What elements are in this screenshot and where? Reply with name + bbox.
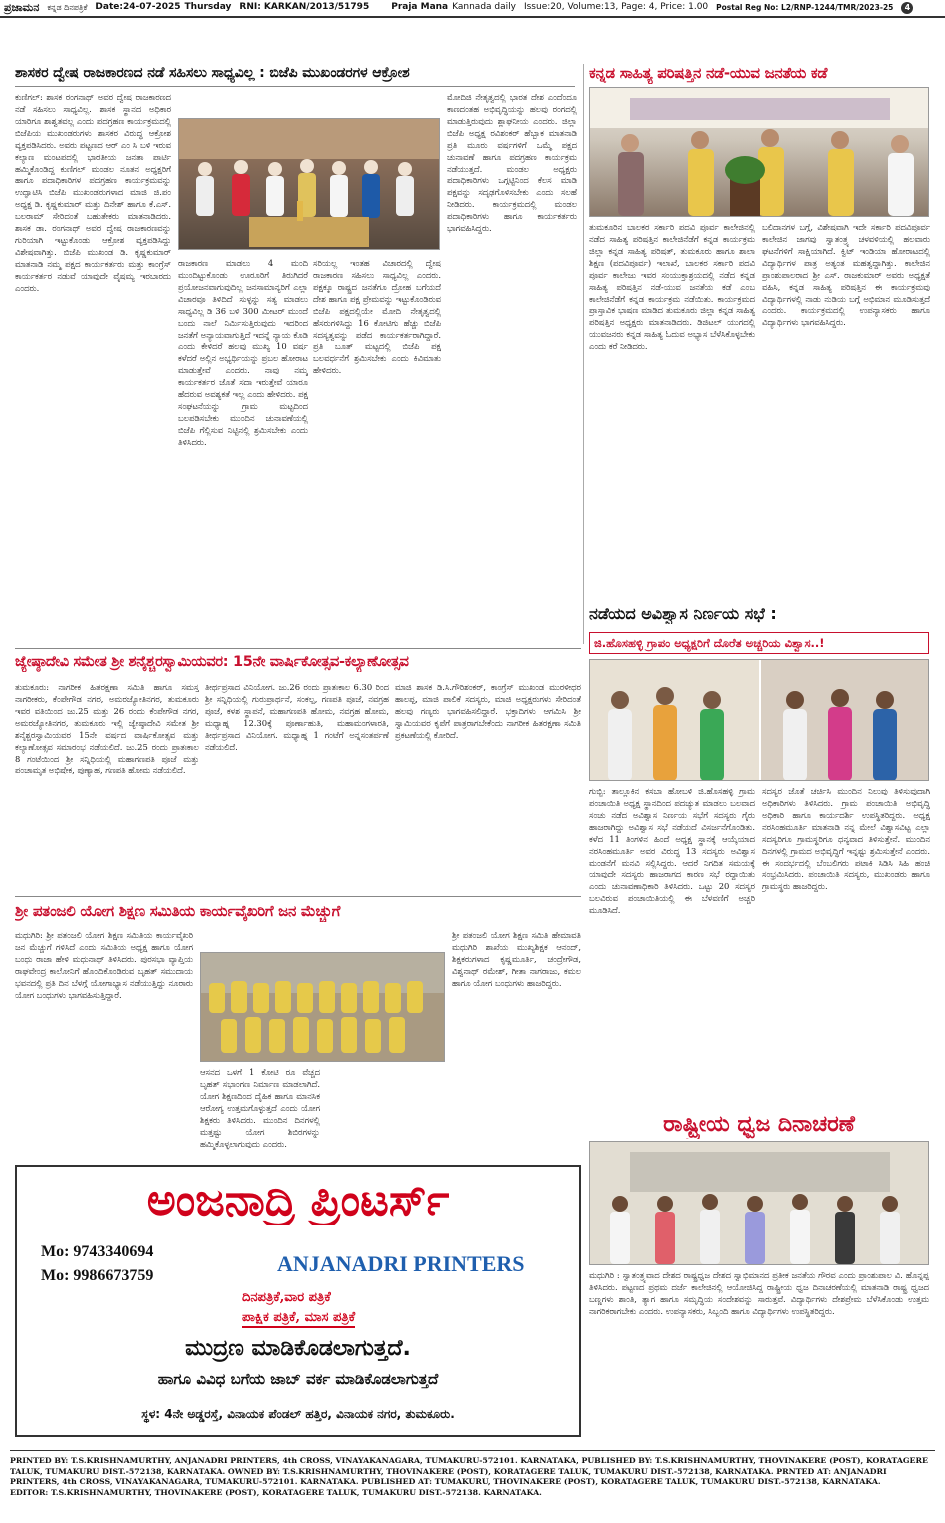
article3-col1: ಗುಬ್ಬಿ: ತಾಲ್ಲೂಕಿನ ಕಸಬಾ ಹೋಬಳಿ ಜಿ.ಹೊಸಹಳ್ಳಿ ಗ್ರಾಮ ಪಂಚಾಯಿತಿ ಅಧ್ಯಕ್ಷ ಸ್ಥಾನದಿಂದ ಪದಚ್ಯುತ ಮಾಡಲು ಬಲವಾದ ಸಂಚು ನಡೆದ ಅವಿಶ್ವಾಸ ನಿರ್ಣಯ ಸಭೆಗೆ ಸದಸ್ಯರು ಗೈರು ಹಾಜರಾಗಿದ್ದು ಅವಿಶ್ವಾಸ ಸಭೆ ನಡೆಯದೆ ವಿಸರ್ಜನೆಗೊಂಡಿತು. ಕಳೆದ 11 ತಿಂಗಳಿನ ಹಿಂದೆ ಅಧ್ಯಕ್ಷ ಸ್ಥಾನಕ್ಕೆ ಆಯ್ಕೆಯಾದ ನರಸಿಂಹಮೂರ್ತಿ ಅವರ ವಿರುದ್ಧ 13 ಸದಸ್ಯರು ಅವಿಶ್ವಾಸ ಮಂಡನೆಗೆ ಮನವಿ ಸಲ್ಲಿಸಿದ್ದರು. ಆದರೆ ನಿಗದಿತ ಸಮಯಕ್ಕೆ ಯಾವುದೇ ಸದಸ್ಯರು ಹಾಜರಾಗದ ಕಾರಣ ಸಭೆ ರದ್ದಾಯಿತು ಎಂದು ಚುನಾವಣಾಧಿಕಾರಿ ತಿಳಿಸಿದರು. ಒಟ್ಟು 20 ಸದಸ್ಯರ ಬಲವಿರುವ ಪಂಚಾಯಿತಿಯಲ್ಲಿ ಈ ಬೆಳವಣಿಗೆ ಅಚ್ಚರಿ ಮೂಡಿಸಿದೆ. [589, 786, 755, 916]
article4-col3: ಮಾಜಿ ಶಾಸಕ ಡಿ.ಸಿ.ಗೌರಿಶಂಕರ್, ಕಾಂಗ್ರೆಸ್ ಮುಖಂಡ ಮುರಳೀಧರ ಹಾಲಪ್ಪ, ಮಾಜಿ ಪಾಲಿಕೆ ಸದಸ್ಯರು, ಮಾಜಿ ಅಧ್ಯಕ್ಷರುಗಳು ಸೇರಿದಂತೆ ಹಲವು ಗಣ್ಯರು ಭಾಗವಹಿಸಲಿದ್ದಾರೆ. ಭಕ್ತಾದಿಗಳು ಆಗಮಿಸಿ ಶ್ರೀ ಸ್ವಾಮಿಯವರ ಕೃಪೆಗೆ ಪಾತ್ರರಾಗಬೇಕೆಂದು ನಾಗರೀಕ ಹಿತರಕ್ಷಣಾ ಸಮಿತಿ ಪ್ರಕಟಣೆಯಲ್ಲಿ ಕೋರಿದೆ. [395, 682, 581, 740]
kannada-sahitya-photo [589, 87, 929, 217]
article2-col1: ತುಮಕೂರಿನ ಬಾಲಕರ ಸರ್ಕಾರಿ ಪದವಿ ಪೂರ್ವ ಕಾಲೇಜಿನಲ್ಲಿ ನಡೆದ ಸಾಹಿತ್ಯ ಪರಿಷತ್ತಿನ ಕಾಲೇಜಿನೆಡೆಗೆ ಕನ್ನಡ ಕಾರ್ಯಕ್ರಮ ಜಿಲ್ಲಾ ಕನ್ನಡ ಸಾಹಿತ್ಯ ಪರಿಷತ್, ತುಮಕೂರು ಹಾಗೂ ಶಾಲಾ ಶಿಕ್ಷಣ (ಪದವಿಪೂರ್ವ) ಇಲಾಖೆ, ಬಾಲಕರ ಸರ್ಕಾರಿ ಪದವಿ ಪೂರ್ವ ಕಾಲೇಜು ಇವರ ಸಂಯುಕ್ತಾಶ್ರಯದಲ್ಲಿ ನಡೆದ ಕನ್ನಡ ಸಾಹಿತ್ಯ ಪರಿಷತ್ತಿನ ನಡೆ-ಯುವ ಜನತೆಯ ಕಡೆ ಎಂಬ ಕಾಲೇಜಿನೆಡೆಗೆ ಕನ್ನಡ ಕಾರ್ಯಕ್ರಮ ನಡೆಯಿತು. ಕಾರ್ಯಕ್ರಮದ ಪ್ರಾಸ್ತಾವಿಕ ಭಾಷಣ ಮಾಡಿದ ತುಮಕೂರು ಜಿಲ್ಲಾ ಕನ್ನಡ ಸಾಹಿತ್ಯ ಪರಿಷತ್ತಿನ ಅಧ್ಯಕ್ಷರು ಮಾತನಾಡಿದರು. ಡಿಜಿಟಲ್ ಯುಗದಲ್ಲಿ ಯುವಜನರು ಕನ್ನಡ ಸಾಹಿತ್ಯ ಓದುವ ಅಭ್ಯಾಸ ಬೆಳೆಸಿಕೊಳ್ಳಬೇಕು ಎಂದು ಕರೆ ನೀಡಿದರು. [589, 222, 755, 352]
issue-day: Thursday [184, 2, 232, 13]
masthead [0, 0, 945, 18]
paper-tagline: ಕನ್ನಡ ದಿನಪತ್ರಿಕೆ [47, 2, 88, 12]
article1-col1: ಕುಣಿಗಲ್: ಶಾಸಕ ರಂಗನಾಥ್ ಅವರ ದ್ವೇಷ ರಾಜಕಾರಣದ ನಡೆ ಸಹಿಸಲು ಸಾಧ್ಯವಿಲ್ಲ. ಶಾಸಕ ಸ್ಥಾನದ ಅಧಿಕಾರ ಯಾರಿಗೂ ಶಾಶ್ವತವಲ್ಲ ಎಂದು ಪದಗ್ರಹಣ ಕಾರ್ಯಕ್ರಮದಲ್ಲಿ ಬಿಜೆಪಿಯ ಮುಖಂಡರುಗಳು ಶಾಸಕರ ವಿರುದ್ಧ ಆಕ್ರೋಶ ವ್ಯಕ್ತಪಡಿಸಿದರು. ಅವರು ಪಟ್ಟಣದ ಆರ್ ಎಂ ಸಿ ಬಳಿ ಇರುವ ಕಲ್ಯಾಣ ಮಂಟಪದಲ್ಲಿ ಭಾರತೀಯ ಜನತಾ ಪಾರ್ಟಿ ಹಮ್ಮಿಕೊಂಡಿದ್ದ ಕುಣಿಗಲ್ ಮಂಡಲ ನೂತನ ಅಧ್ಯಕ್ಷರಿಗೆ ಹಾಗೂ ಪದಾಧಿಕಾರಿಗಳ ಪದಗ್ರಹಣ ಕಾರ್ಯಕ್ರಮವನ್ನು ಉದ್ಘಾಟಿಸಿ ಬಿಜೆಪಿ ಮುಖಂಡರುಗಳಾದ ಮಾಜಿ ಜಿ.ಪಂ ಅಧ್ಯಕ್ಷ ಡಿ. ಕೃಷ್ಣಕುಮಾರ್ ಮತ್ತು ದಿನೇಶ್ ಹಾಗೂ ಕೆ.ಎಸ್. ಬಲರಾಮ್ ಸೇರಿದಂತೆ ಬಹುತೇಕರು ಮಾತನಾಡಿದರು. ಶಾಸಕ ಡಾ. ರಂಗನಾಥ್ ಅವರ ದ್ವೇಷ ರಾಜಕಾರಣವನ್ನು ಗುರಿಯಾಗಿ ಇಟ್ಟುಕೊಂಡು ಆಕ್ರೋಶ ವ್ಯಕ್ತಪಡಿಸಿದ್ದು ವಿಶೇಷವಾಗಿತ್ತು. ಬಿಜೆಪಿ ಮುಖಂಡ ಡಿ. ಕೃಷ್ಣಕುಮಾರ್ ಮಾತನಾಡಿ ನಮ್ಮ ಪಕ್ಷದ ಕಾರ್ಯಕರ್ತರು ಮತ್ತು ಕಾಂಗ್ರೆಸ್ ಕಾರ್ಯಕರ್ತರ ನಡುವೆ ಯಾವುದೇ ವೈಷಮ್ಯ ಇರಬಾರದು ಎಂದರು. [15, 92, 171, 293]
article5-headline: ಶ್ರೀ ಪತಂಜಲಿ ಯೋಗ ಶಿಕ್ಷಣ ಸಮಿತಿಯ ಕಾರ್ಯವೈಖರಿಗೆ ಜನ ಮೆಚ್ಚುಗೆ [15, 902, 341, 920]
ad-phone1: Mo: 9743340694 [41, 1243, 154, 1260]
issue-date: Date:24-07-2025 [95, 2, 181, 13]
ad-title-kannada: ಅಂಜನಾದ್ರಿ ಪ್ರಿಂಟರ್ಸ್ [146, 1177, 450, 1226]
ad-line4: ಹಾಗೂ ವಿವಿಧ ಬಗೆಯ ಜಾಬ್ ವರ್ಕ ಮಾಡಿಕೊಡಲಾಗುತ್ತದೆ [157, 1370, 439, 1388]
article1-headline: ಶಾಸಕರ ದ್ವೇಷ ರಾಜಕಾರಣದ ನಡೆ ಸಹಿಸಲು ಸಾಧ್ಯವಿಲ್ಲ : ಬಿಜೆಪಿ ಮುಖಂಡರಗಳ ಆಕ್ರೋಶ [15, 65, 410, 81]
article1-col3: ಸರಿಯಲ್ಲ ಇಂತಹ ವಿಚಾರದಲ್ಲಿ ದ್ವೇಷ ರಾಜಕಾರಣ ಸಹಿಸಲು ಸಾಧ್ಯವಿಲ್ಲ ಎಂದರು. ಪಕ್ಷಕ್ಕೂ ರಾಷ್ಟ್ರದ ಜನತೆಗೂ ದ್ರೋಹ ಬಗೆಯದೆ ದೇಶ ಹಾಗೂ ಪಕ್ಷ ಪ್ರೇಮವನ್ನು ಇಟ್ಟುಕೊಂಡಿರುವ ಬಿಜೆಪಿ ಪಕ್ಷದಲ್ಲಿಯೇ ಮೋದಿ ನೇತೃತ್ವದಲ್ಲಿ ಹೆಸರುಗಳಿಸಿದ್ದು 16 ಕೋಟಿಗು ಹೆಚ್ಚು ಬಿಜೆಪಿ ಸದಸ್ಯತ್ವವನ್ನು ಪಡೆದ ಕಾರ್ಯಕರ್ತರಾಗಿದ್ದಾರೆ. ಪ್ರತಿ ಬೂತ್ ಮಟ್ಟದಲ್ಲಿ ಬಿಜೆಪಿ ಪಕ್ಷ ಬಲವರ್ಧನೆಗೆ ಶ್ರಮಿಸಬೇಕು ಎಂದು ಕಿವಿಮಾತು ಹೇಳಿದರು. [313, 258, 441, 376]
page-number: 4 [901, 2, 913, 14]
postal-reg: Postal Reg No: L2/RNP-1244/TMR/2023-25 [716, 3, 894, 13]
rni-number: RNI: KARKAN/2013/51795 [239, 2, 370, 13]
ad-line1: ದಿನಪತ್ರಿಕೆ,ವಾರ ಪತ್ರಿಕೆ [242, 1290, 331, 1305]
article5-col2: ಆಸನದ ಒಳಗೆ 1 ಕೋಟಿ ರೂ ವೆಚ್ಚದ ಬೃಹತ್ ಸಭಾಂಗಣ ನಿರ್ಮಾಣ ಮಾಡಲಾಗಿದೆ. ಯೋಗ ಶಿಕ್ಷಣದಿಂದ ದೈಹಿಕ ಹಾಗೂ ಮಾನಸಿಕ ಆರೋಗ್ಯ ಉತ್ತಮಗೊಳ್ಳುತ್ತದೆ ಎಂದು ಯೋಗ ಶಿಕ್ಷಕರು ತಿಳಿಸಿದರು. ಮುಂದಿನ ದಿನಗಳಲ್ಲಿ ಮತ್ತಷ್ಟು ಯೋಗ ಶಿಬಿರಗಳನ್ನು ಹಮ್ಮಿಕೊಳ್ಳಲಾಗುವುದು ಎಂದರು. [200, 1067, 320, 1149]
anjanadri-printers-ad [15, 1165, 581, 1437]
article4-headline: ಜ್ಯೇಷ್ಠಾದೇವಿ ಸಮೇತ ಶ್ರೀ ಶನೈಶ್ಚರಸ್ವಾಮಿಯವರ: 15ನೇ ವಾರ್ಷಿಕೋತ್ಸವ-ಕಲ್ಯಾಣೋತ್ಸವ [15, 654, 409, 670]
article5-col1: ಮಧುಗಿರಿ: ಶ್ರೀ ಪತಂಜಲಿ ಯೋಗ ಶಿಕ್ಷಣ ಸಮಿತಿಯ ಕಾರ್ಯವೈಖರಿ ಜನ ಮೆಚ್ಚುಗೆ ಗಳಿಸಿದೆ ಎಂದು ಸಮಿತಿಯ ಅಧ್ಯಕ್ಷ ಹಾಗೂ ಯೋಗ ಬಂಧು ರಾಜಾ ಹೇಳಿ ಮಧುನಾಥ್ ತಿಳಿಸಿದರು. ಪುರಸಭಾ ವ್ಯಾಪ್ತಿಯ ರಾಘವೇಂದ್ರ ಕಾಲೋನಿಗೆ ಹೊಂದಿಕೊಂಡಿರುವ ಬೃಹತ್ ಸಮುದಾಯ ಭವನದಲ್ಲಿ ಪ್ರತಿ ದಿನ ಬೆಳಗ್ಗೆ ಯೋಗಾಭ್ಯಾಸ ನಡೆಯುತ್ತಿದ್ದು ನೂರಾರು ಯೋಗ ಬಂಧುಗಳು ಭಾಗವಹಿಸುತ್ತಿದ್ದಾರೆ. [15, 930, 193, 1000]
article4-col1: ತುಮಕೂರು: ನಾಗರೀಕ ಹಿತರಕ್ಷಣಾ ಸಮಿತಿ ಹಾಗೂ ಸಮಸ್ತ ನಾಗರೀಕರು, ಕೆಂಪೇಗೌಡ ನಗರ, ಅಮರಜ್ಯೋತಿನಗರ, ತುಮಕೂರು ಇವರ ವತಿಯಿಂದ ಜು.25 ಮತ್ತು 26 ರಂದು ಕೆಂಪೇಗೌಡ ನಗರ, ಅಮರಜ್ಯೋತಿನಗರ, ತುಮಕೂರು ಇಲ್ಲಿ ಜ್ಯೇಷ್ಠಾದೇವಿ ಸಮೇತ ಶ್ರೀ ಶನೈಶ್ಚರಸ್ವಾಮಿಯವರ 15ನೇ ವರ್ಷದ ವಾರ್ಷಿಕೋತ್ಸವ ಮತ್ತು ಕಲ್ಯಾಣೋತ್ಸವ ಸಮಾರಂಭ ನಡೆಯಲಿದೆ. ಜು.25 ರಂದು ಪ್ರಾತಃಕಾಲ 8 ಗಂಟೆಯಿಂದ ಶ್ರೀ ಸನ್ನಿಧಿಯಲ್ಲಿ ಮಹಾಗಣಪತಿ ಪೂಜೆ ಮತ್ತು ಪಂಚಾಮೃತ ಅಭಿಷೇಕ, ಪುಣ್ಯಾಹ, ಗಣಪತಿ ಹೋಮ ನಡೆಯಲಿದೆ. [15, 682, 199, 776]
article3-headline: ನಡೆಯದ ಅವಿಶ್ವಾಸ ನಿರ್ಣಯ ಸಭೆ : [589, 604, 777, 623]
article3-col2: ಸದಸ್ಯರ ಜೊತೆ ಚರ್ಚಿಸಿ ಮುಂದಿನ ನಿಲುವು ತಿಳಿಸುವುದಾಗಿ ಅಧಿಕಾರಿಗಳು ತಿಳಿಸಿದರು. ಗ್ರಾಮ ಪಂಚಾಯಿತಿ ಅಭಿವೃದ್ಧಿ ಅಧಿಕಾರಿ ಹಾಗೂ ಕಾರ್ಯದರ್ಶಿ ಉಪಸ್ಥಿತರಿದ್ದರು. ಅಧ್ಯಕ್ಷ ನರಸಿಂಹಮೂರ್ತಿ ಮಾತನಾಡಿ ನನ್ನ ಮೇಲೆ ವಿಶ್ವಾಸವಿಟ್ಟ ಎಲ್ಲಾ ಸದಸ್ಯರಿಗೂ ಗ್ರಾಮಸ್ಥರಿಗೂ ಧನ್ಯವಾದ ತಿಳಿಸುತ್ತೇನೆ. ಮುಂದಿನ ದಿನಗಳಲ್ಲಿ ಗ್ರಾಮದ ಅಭಿವೃದ್ಧಿಗೆ ಇನ್ನಷ್ಟು ಶ್ರಮಿಸುತ್ತೇನೆ ಎಂದರು. ಈ ಸಂದರ್ಭದಲ್ಲಿ ಬೆಂಬಲಿಗರು ಪಟಾಕಿ ಸಿಡಿಸಿ ಸಿಹಿ ಹಂಚಿ ಸಂಭ್ರಮಿಸಿದರು. ಪಂಚಾಯಿತಿ ಸದಸ್ಯರು, ಮುಖಂಡರು ಹಾಗೂ ಗ್ರಾಮಸ್ಥರು ಹಾಜರಿದ್ದರು. [762, 786, 930, 892]
article1-col2: ರಾಜಕಾರಣ ಮಾಡಲು 4 ಮಂದಿ ಮುಂದಿಟ್ಟುಕೊಂಡು ಊರೂರಿಗೆ ತಿರುಗಿದರೆ ಪ್ರಯೋಜನವಾಗುವುದಿಲ್ಲ ಜನಸಾಮಾನ್ಯರಿಗೆ ಎಲ್ಲಾ ವಿಚಾರವೂ ತಿಳಿದಿದೆ ಸುಳ್ಳನ್ನು ಸತ್ಯ ಮಾಡಲು ಸಾಧ್ಯವಿಲ್ಲ ಡಿ 36 ಬಳಿ 300 ಮೀಟರ್ ಮುಂದೆ ಬಂದು ನಾಲೆ ನಿರ್ಮಿಸುತ್ತಿರುವುದು ಇದರಿಂದ ಜನತೆಗೆ ಅನ್ಯಾಯವಾಗುತ್ತಿದೆ ಇದನ್ನೆ ನ್ಯಾಯ ಕೊಡಿ ಎಂದು ಕೇಳಿದರೆ ಹಲವು ಮುಖ್ಯ 10 ವರ್ಷ ಕಳೆದರೆ ಅಲ್ಲಿನ ಅಭ್ಯರ್ಥಿಯನ್ನು ಪ್ರಬಲ ಹೋರಾಟ ಮಾಡುತ್ತೇವೆ ಎಂದರು. ನಾವು ನಮ್ಮ ಕಾರ್ಯಕರ್ತರ ಜೊತೆ ಸದಾ ಇರುತ್ತೇವೆ ಯಾರೂ ಹೆದರುವ ಅವಶ್ಯಕತೆ ಇಲ್ಲ ಎಂದು ಹೇಳಿದರು. ಪಕ್ಷ ಸಂಘಟನೆಯನ್ನು ಗ್ರಾಮ ಮಟ್ಟದಿಂದ ಬಲಪಡಿಸಬೇಕು ಮುಂದಿನ ಚುನಾವಣೆಯಲ್ಲಿ ಬಿಜೆಪಿ ಗೆಲ್ಲಿಸುವ ನಿಟ್ಟಿನಲ್ಲಿ ಶ್ರಮಿಸಬೇಕು ಎಂದು ತಿಳಿಸಿದರು. [178, 258, 308, 447]
imprint-line: PRINTED BY: T.S.KRISHNAMURTHY, ANJANADRI PRINTERS, 4th CROSS, VINAYAKANAGARA, TUMAKURU-572101. KARNATAKA, PUBLISHED BY: T.S.KRISHNAMURTHY, THOVINAKERE (POST), KORATAGERE TALUK, TUMAKURU DIST.-572138, KARNATAKA. OWNED BY: T.S.KRISHNAMURTHY, THOVINAKERE (POST), KORATAGERE TALUK, TUMAKURU DIST.-572138, KARNATAKA. PRNTED AT: ANJANADRI PRINTERS, 4th CROSS, VINAYAKANAGARA, TUMAKURU-572101. KARNATAKA. PUBLISHED AT: TUMAKURU, THOVINAKERE (POST), KORATAGERE TALUK, TUMAKURU DIST.-572138, KARNATAKA. [10, 1456, 928, 1487]
article6-body: ಮಧುಗಿರಿ : ಸ್ವಾತಂತ್ರ್ಯವಾದ ದೇಶದ ರಾಷ್ಟ್ರಧ್ವಜ ದೇಶದ ಸ್ವಾಭಿಮಾನದ ಪ್ರತೀಕ ಜನತೆಯ ಗೌರವ ಎಂದು ಪ್ರಾಂಶುಪಾಲ ವಿ. ಹೊನ್ನಪ್ಪ ತಿಳಿಸಿದರು. ಪಟ್ಟಣದ ಪ್ರಥಮ ದರ್ಜೆ ಕಾಲೇಜಿನಲ್ಲಿ ಆಯೋಜಿಸಿದ್ದ ರಾಷ್ಟ್ರೀಯ ಧ್ವಜ ದಿನಾಚರಣೆಯಲ್ಲಿ ಮಾತನಾಡಿ ರಾಷ್ಟ್ರ ಧ್ವಜದ ಬಣ್ಣಗಳು ಶಾಂತಿ, ತ್ಯಾಗ ಹಾಗೂ ಸಮೃದ್ಧಿಯ ಸಂದೇಶವನ್ನು ಸಾರುತ್ತವೆ. ವಿದ್ಯಾರ್ಥಿಗಳು ದೇಶಪ್ರೇಮ ಬೆಳೆಸಿಕೊಂಡು ಉತ್ತಮ ನಾಗರಿಕರಾಗಬೇಕು ಎಂದರು. ಉಪನ್ಯಾಸಕರು, ಸಿಬ್ಬಂದಿ ಹಾಗೂ ವಿದ್ಯಾರ್ಥಿಗಳು ಉಪಸ್ಥಿತರಿದ್ದರು. [589, 1270, 929, 1316]
article1-col4: ಮೋದಿಜಿ ನೇತೃತ್ವದಲ್ಲಿ ಭಾರತ ದೇಶ ಎಂದೆಂದೂ ಕಾಣದಂತಹ ಅಭಿವೃದ್ಧಿಯನ್ನು ಹಲವು ರಂಗದಲ್ಲಿ ಮಾಡುತ್ತಿರುವುದು ಶ್ಲಾಘನೀಯ ಎಂದರು. ಜಿಲ್ಲಾ ಬಿಜೆಪಿ ಅಧ್ಯಕ್ಷ ರವಿಶಂಕರ್ ಹೆಬ್ಬಾಕ ಮಾತನಾಡಿ ಪ್ರತಿ ಮೂರು ವರ್ಷಗಳಿಗೆ ಒಮ್ಮೆ ಪಕ್ಷದ ಚುನಾವಣೆ ಹಾಗೂ ಪದಗ್ರಹಣ ಕಾರ್ಯಕ್ರಮ ನಡೆಯುತ್ತದೆ. ಮಂಡಲ ಅಧ್ಯಕ್ಷರು ಪದಾಧಿಕಾರಿಗಳು ಒಗ್ಗಟ್ಟಿನಿಂದ ಕೆಲಸ ಮಾಡಿ ಪಕ್ಷವನ್ನು ಸದೃಢಗೊಳಿಸಬೇಕು ಎಂದು ಸಲಹೆ ನೀಡಿದರು. ಕಾರ್ಯಕ್ರಮದಲ್ಲಿ ಮಂಡಲ ಪದಾಧಿಕಾರಿಗಳು ಹಾಗೂ ಕಾರ್ಯಕರ್ತರು ಭಾಗವಹಿಸಿದ್ದರು. [447, 92, 577, 234]
english-name: Praja Mana [391, 2, 449, 13]
footer-imprint [10, 1456, 935, 1498]
article2-headline: ಕನ್ನಡ ಸಾಹಿತ್ಯ ಪರಿಷತ್ತಿನ ನಡೆ-ಯುವ ಜನತೆಯ ಕಡೆ [589, 64, 828, 82]
article5-col3: ಶ್ರೀ ಪತಂಜಲಿ ಯೋಗ ಶಿಕ್ಷಣ ಸಮಿತಿ ಹೇಮಾವತಿ ಮಧುಗಿರಿ ಶಾಖೆಯ ಮುಖ್ಯಶಿಕ್ಷಕ ಆನಂದ್, ಶಿಕ್ಷಕರುಗಳಾದ ಕೃಷ್ಣಮೂರ್ತಿ, ಚಂದ್ರೇಗೌಡ, ವಿಶ್ವನಾಥ್ ರಮೇಶ್, ಗೀತಾ ನಾಗರಾಜು, ಕಮಲ ಹಾಗೂ ಯೋಗ ಬಂಧುಗಳು ಹಾಜರಿದ್ದರು. [452, 930, 581, 988]
ad-address: ಸ್ಥಳ: 4ನೇ ಅಡ್ಡರಸ್ತೆ, ವಿನಾಯಕ ಪೆಂಡಲ್ ಹತ್ತಿರ, ವಿನಾಯಕ ನಗರ, ತುಮಕೂರು. [141, 1407, 455, 1421]
bjp-event-photo [178, 118, 440, 250]
article2-col2: ಬಲಿದಾನಗಳ ಬಗ್ಗೆ, ವಿಶೇಷವಾಗಿ ಇದೇ ಸರ್ಕಾರಿ ಪದವಿಪೂರ್ವ ಕಾಲೇಜಿನ ಜಾಗವು ಸ್ವಾತಂತ್ರ್ಯ ಚಳವಳಿಯಲ್ಲಿ ಹಲವಾರು ಘಟನೆಗಳಿಗೆ ಸಾಕ್ಷಿಯಾಗಿದೆ. ಕ್ವಿಟ್ ಇಂಡಿಯಾ ಹೋರಾಟದಲ್ಲಿ ವಿದ್ಯಾರ್ಥಿಗಳ ಪಾತ್ರ ಅತ್ಯಂತ ಮಹತ್ವದ್ದಾಗಿತ್ತು. ಕಾಲೇಜಿನ ಪ್ರಾಂಶುಪಾಲರಾದ ಶ್ರೀ ಎಸ್. ರಾಜಕುಮಾರ್ ಅವರು ಅಧ್ಯಕ್ಷತೆ ವಹಿಸಿ, ಕನ್ನಡ ಸಾಹಿತ್ಯ ಪರಿಷತ್ತಿನ ಈ ಕಾರ್ಯಕ್ರಮವು ವಿದ್ಯಾರ್ಥಿಗಳಲ್ಲಿ ನಾಡು ನುಡಿಯ ಬಗ್ಗೆ ಅಭಿಮಾನ ಮೂಡಿಸುತ್ತದೆ ಎಂದರು. ಕಾರ್ಯಕ್ರಮದಲ್ಲಿ ಉಪನ್ಯಾಸಕರು ಹಾಗೂ ವಿದ್ಯಾರ್ಥಿಗಳು ಭಾಗವಹಿಸಿದ್ದರು. [762, 222, 930, 328]
editor-line: EDITOR: T.S.KRISHNAMURTHY, THOVINAKERE (POST), KORATAGERE TALUK, TUMAKURU DIST.-572138. KARNATAKA. [10, 1487, 542, 1497]
yoga-group-photo [200, 952, 445, 1062]
ad-title-english: ANJANADRI PRINTERS [277, 1251, 525, 1276]
ad-line3: ಮುದ್ರಣ ಮಾಡಿಕೊಡಲಾಗುತ್ತದೆ. [185, 1336, 411, 1361]
issue-info: Issue:20, Volume:13, Page: 4, Price: 1.00 [523, 2, 709, 13]
article4-col2: ತೀರ್ಥಪ್ರಸಾದ ವಿನಿಯೋಗ. ಜು.26 ರಂದು ಪ್ರಾತಃಕಾಲ 6.30 ರಿಂದ ಶ್ರೀ ಸನ್ನಿಧಿಯಲ್ಲಿ ಗುರುಪ್ರಾರ್ಥನೆ, ಸಂಕಲ್ಪ, ಗಣಪತಿ ಪೂಜೆ, ನವಗ್ರಹ ಪೂಜೆ, ಕಳಶ ಸ್ಥಾಪನೆ, ಮಹಾಗಣಪತಿ ಹೋಮ, ನವಗ್ರಹ ಹೋಮ, ಮಧ್ಯಾಹ್ನ 12.30ಕ್ಕೆ ಪೂರ್ಣಾಹುತಿ, ಮಹಾಮಂಗಳಾರತಿ, ತೀರ್ಥಪ್ರಸಾದ ವಿನಿಯೋಗ. ಮಧ್ಯಾಹ್ನ 1 ಗಂಟೆಗೆ ಅನ್ನಸಂತರ್ಪಣೆ ನಡೆಯಲಿದೆ. [205, 682, 389, 752]
gram-panchayat-photo [589, 659, 929, 781]
article6-headline: ರಾಷ್ಟ್ರೀಯ ಧ್ವಜ ದಿನಾಚರಣೆ [663, 1112, 855, 1137]
paper-name: ಪ್ರಜಾಮನ [4, 0, 40, 14]
ad-phone2: Mo: 9986673759 [41, 1267, 154, 1284]
article3-subheadline: ಜಿ.ಹೊಸಹಳ್ಳಿ ಗ್ರಾಪಂ ಅಧ್ಯಕ್ಷರಿಗೆ ದೊರೆತ ಅಚ್ಚರಿಯ ವಿಶ್ವಾಸ..! [589, 632, 929, 654]
ad-line2: ಪಾಕ್ಷಿಕ ಪತ್ರಿಕೆ, ಮಾಸ ಪತ್ರಿಕೆ [242, 1309, 355, 1328]
flag-day-photo [589, 1141, 929, 1265]
english-tag: Kannada daily [452, 2, 516, 13]
